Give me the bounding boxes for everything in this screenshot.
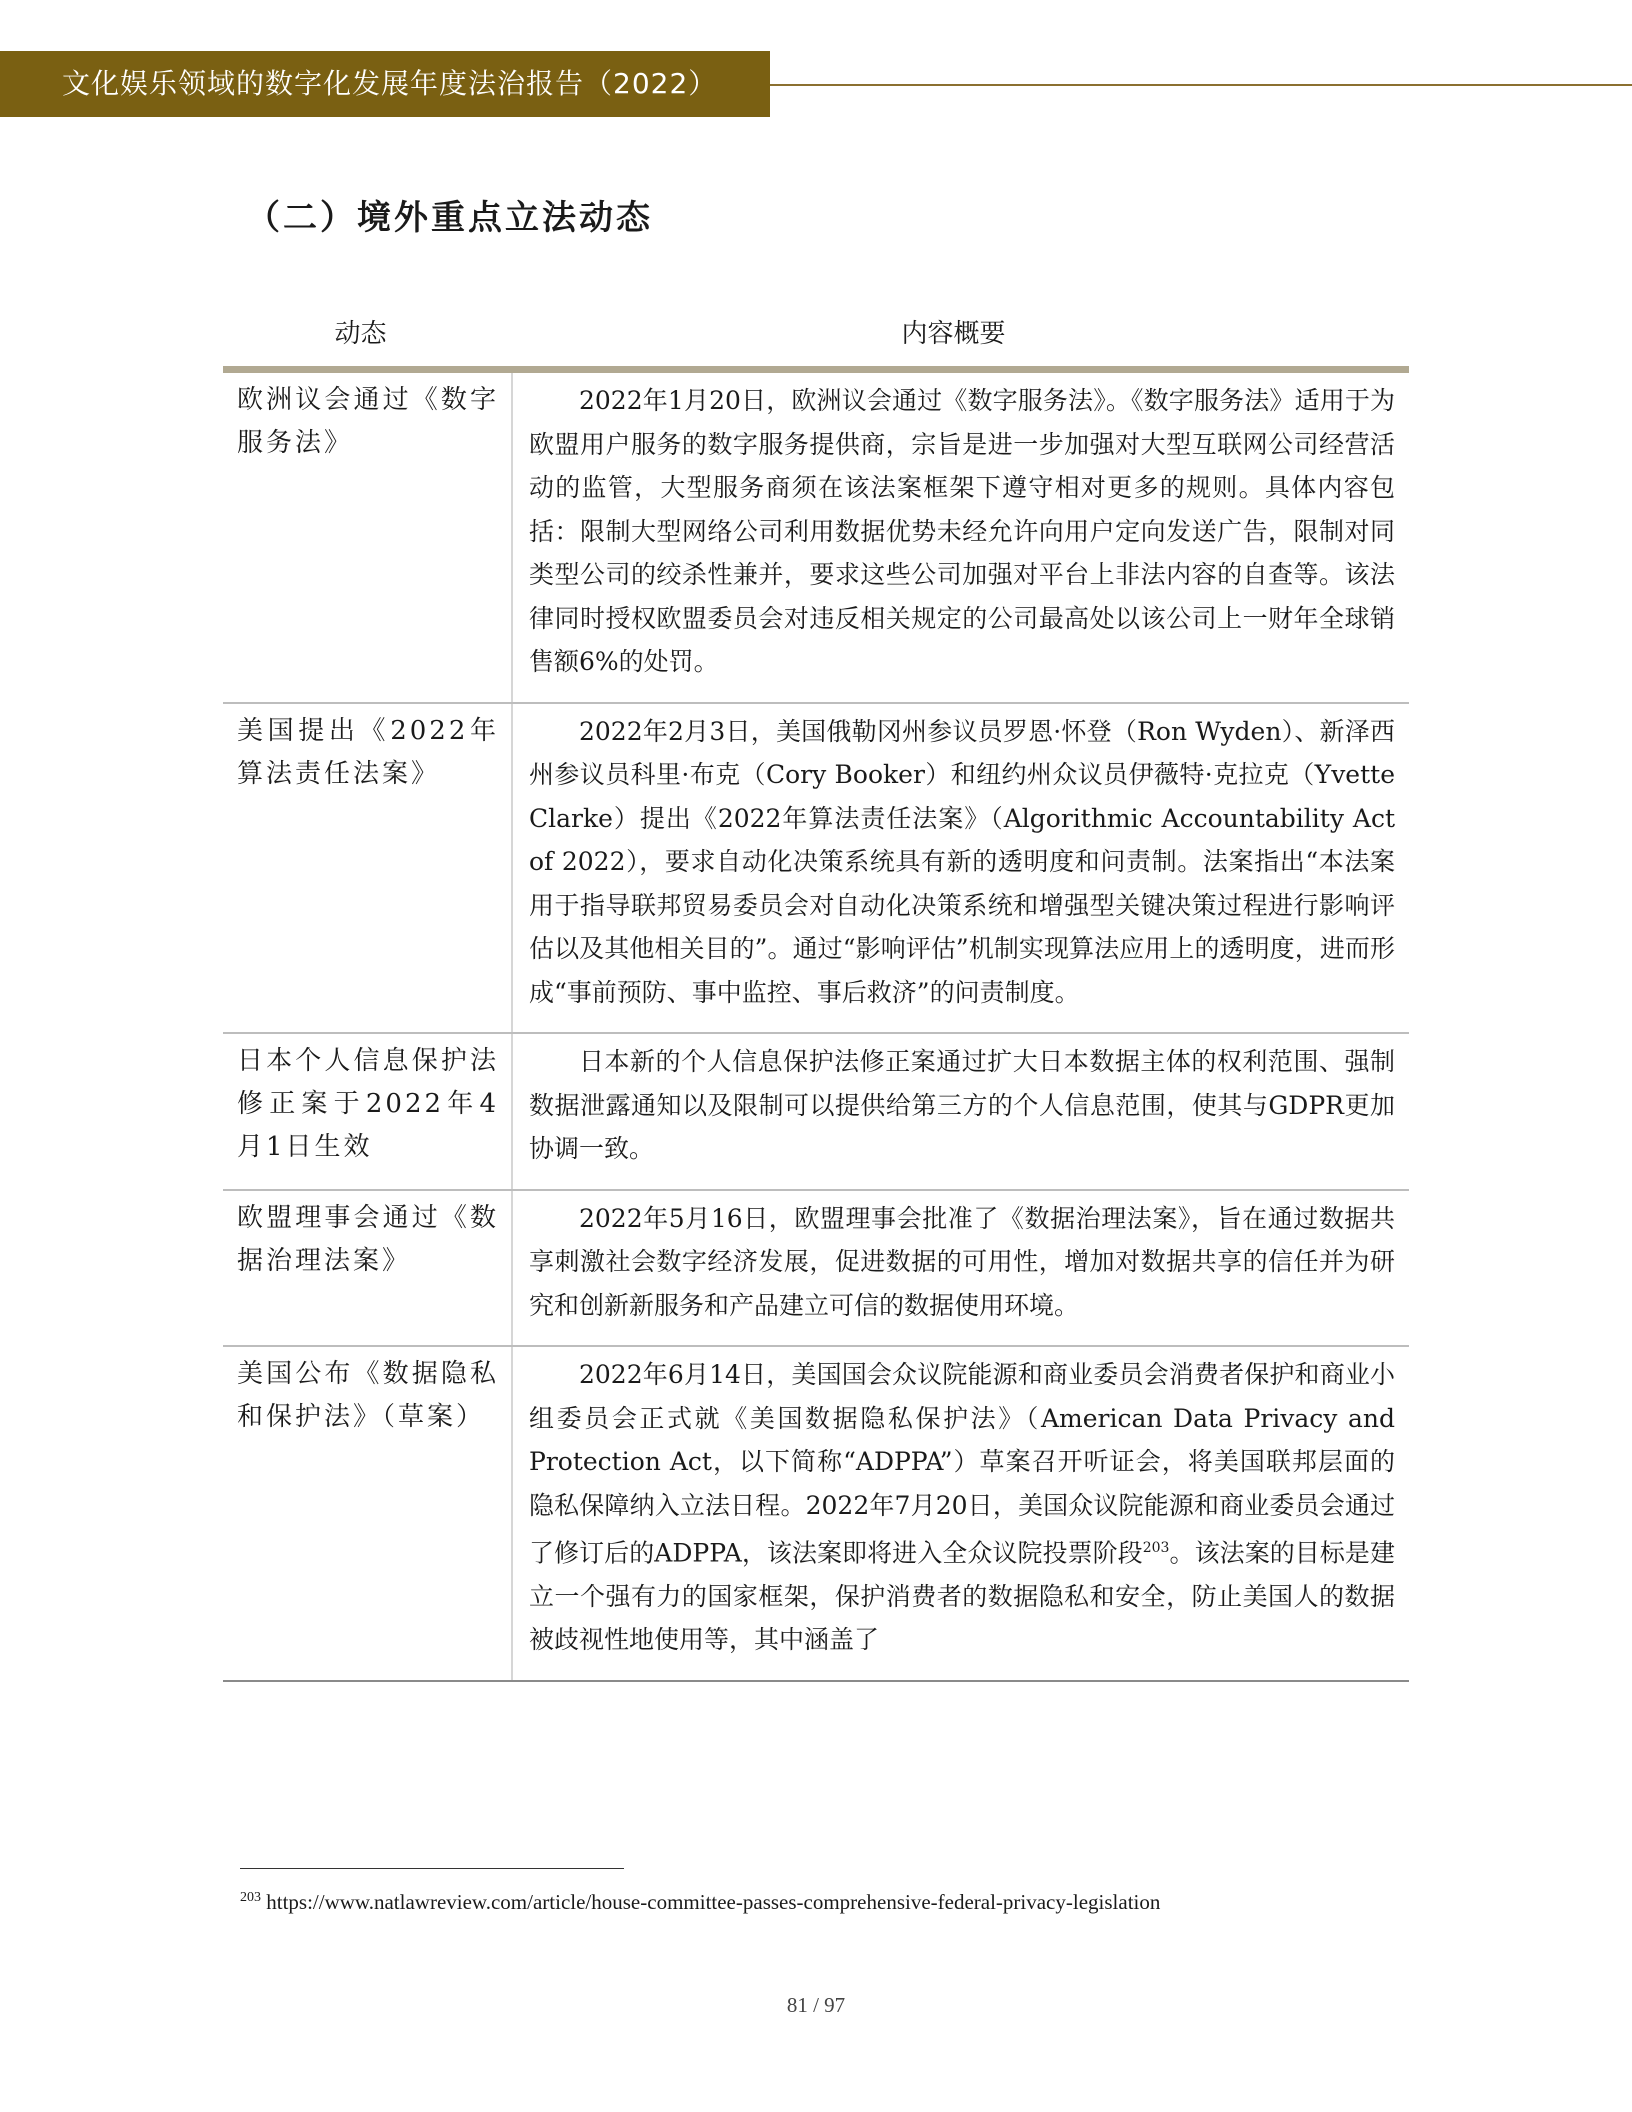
table-row: [223, 704, 1409, 1035]
event-cell: 美国提出《2022年算法责任法案》: [223, 704, 513, 1033]
footnote: [240, 1890, 1160, 1915]
section-title: （二）境外重点立法动态: [246, 198, 653, 238]
header-rule: [770, 84, 1632, 86]
report-header-title: 文化娱乐领域的数字化发展年度法治报告（2022）: [62, 67, 718, 100]
event-cell: 日本个人信息保护法修正案于2022年4月1日生效: [223, 1034, 513, 1189]
summary-cell: 2022年2月3日，美国俄勒冈州参议员罗恩·怀登（Ron Wyden）、新泽西州参议员科里·布克（Cory Booker）和纽约州众议员伊薇特·克拉克（Yvette Clarke）提出《2022年算法责任法案》（Algorithmic Accountability Act of 2022），要求自动化决策系统具有新的透明度和问责制。法案指出“本法案用于指导联邦贸易委员会对自动化决策系统和增强型关键决策过程进行影响评估以及其他相关目的”。通过“影响评估”机制实现算法应用上的透明度，进而形成“事前预防、事中监控、事后救济”的问责制度。: [529, 716, 1395, 1007]
legislation-table: [223, 296, 1409, 1682]
event-cell: 美国公布《数据隐私和保护法》（草案）: [223, 1347, 513, 1680]
summary-cell: 日本新的个人信息保护法修正案通过扩大日本数据主体的权利范围、强制数据泄露通知以及限制可以提供给第三方的个人信息范围，使其与GDPR更加协调一致。: [529, 1047, 1395, 1163]
summary-cell: 2022年5月16日，欧盟理事会批准了《数据治理法案》，旨在通过数据共享刺激社会数字经济发展，促进数据的可用性，增加对数据共享的信任并为研究和创新新服务和产品建立可信的数据使用环境。: [529, 1203, 1395, 1320]
column-header-summary: 内容概要: [901, 318, 1006, 349]
column-header-event: 动态: [334, 318, 387, 349]
footnote-url[interactable]: https://www.natlawreview.com/article/house-committee-passes-comprehensive-federal-privacy-legislation: [266, 1890, 1161, 1914]
table-row: [223, 373, 1409, 704]
footnote-number: 203: [240, 1890, 261, 1905]
footnote-ref[interactable]: 203: [1142, 1540, 1170, 1556]
table-row: [223, 1034, 1409, 1191]
table-header: [223, 296, 1409, 366]
event-cell: 欧盟理事会通过《数据治理法案》: [223, 1191, 513, 1346]
table-row: [223, 1347, 1409, 1682]
page-number: 81 / 97: [786, 1993, 846, 2017]
table-row: [223, 1191, 1409, 1348]
footnote-rule: [240, 1868, 624, 1869]
summary-cell: 2022年1月20日，欧洲议会通过《数字服务法》。《数字服务法》适用于为欧盟用户服务的数字服务提供商，宗旨是进一步加强对大型互联网公司经营活动的监管，大型服务商须在该法案框架下遵守相对更多的规则。具体内容包括：限制大型网络公司利用数据优势未经允许向用户定向发送广告，限制对同类型公司的绞杀性兼并，要求这些公司加强对平台上非法内容的自查等。该法律同时授权欧盟委员会对违反相关规定的公司最高处以该公司上一财年全球销售额6%的处罚。: [529, 386, 1395, 676]
summary-text: 。该法案的目标是建立一个强有力的国家框架，保护消费者的数据隐私和安全，防止美国人的数据被歧视性地使用等，其中涵盖了: [529, 1538, 1395, 1655]
summary-cell: [513, 1347, 1409, 1680]
summary-text: 2022年6月14日，美国国会众议院能源和商业委员会消费者保护和商业小组委员会正式就《美国数据隐私保护法》（American Data Privacy and Protection Act，以下简称“ADPPA”）草案召开听证会，将美国联邦层面的隐私保障纳入立法日程。2022年7月20日，美国众议院能源和商业委员会通过了修订后的ADPPA，该法案即将进入全众议院投票阶段: [529, 1360, 1395, 1568]
header-divider: [223, 366, 1409, 373]
event-cell: 欧洲议会通过《数字服务法》: [223, 373, 513, 702]
